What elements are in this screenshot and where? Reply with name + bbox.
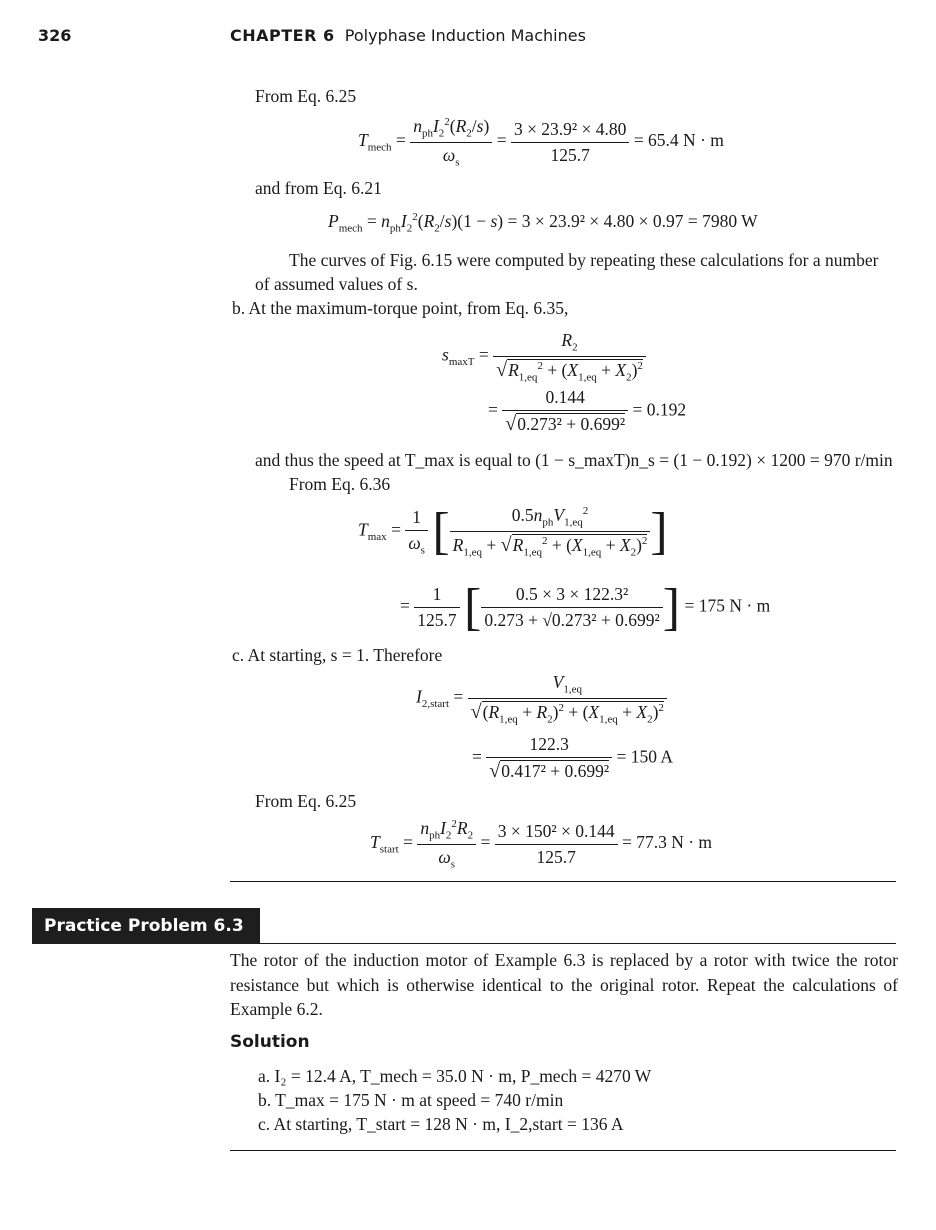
divider-top bbox=[230, 881, 896, 882]
answer-a: a. I₂ = 12.4 A, T_mech = 35.0 N · m, P_mech = 4270 W bbox=[258, 1066, 652, 1086]
chapter-title: Polyphase Induction Machines bbox=[344, 26, 586, 45]
practice-problem-title: Practice Problem 6.3 bbox=[32, 908, 260, 944]
equation-pmech: $P_{mech} = n_{ph}I_2^2(R_2/s)(1 - s) = 3 \times 23.9^2 \times 4.80 \times 0.97 = 7980$ W bbox=[328, 211, 758, 235]
smax-denominator: 0.273² + 0.699² bbox=[517, 414, 626, 434]
smax-result: = 0.192 bbox=[632, 399, 687, 420]
speed-line: and thus the speed at T_max is equal to (1 − s_maxT)n_s = (1 − 0.192) × 1200 = 970 r/min bbox=[255, 450, 893, 470]
istart-numerator: 122.3 bbox=[486, 734, 612, 758]
istart-denominator: 0.417² + 0.699² bbox=[501, 761, 610, 781]
text-and-from-eq-621: and from Eq. 6.21 bbox=[255, 178, 382, 198]
answer-c: c. At starting, T_start = 128 N · m, I_2,start = 136 A bbox=[258, 1114, 624, 1134]
tstart-numerator: 3 × 150² × 0.144 bbox=[495, 821, 618, 845]
equation-tmax-numeric: = $\frac{1}{125.7}$ [ $\frac{\text{0.5 × 3 × 122.3²}}{\text{0.273 + √0.273² + 0.699²}}$ ] = 175 N · m bbox=[400, 579, 771, 636]
practice-statement: The rotor of the induction motor of Example 6.3 is replaced by a rotor with twice the rotor resistance but which is otherwise identical to the original rotor. Repeat the calculations of Example 6.2. bbox=[230, 950, 898, 1019]
equation-tstart: $T_{start}$ = $\frac{n_{ph}I_2^2R_2}{\omega_s}$ = $\frac{\text{3 × 150² × 0.144}}{125.7}$ = 77.3 N · m bbox=[370, 818, 713, 870]
page-number: 326 bbox=[38, 26, 72, 45]
tmech-denominator: 125.7 bbox=[550, 144, 590, 165]
tmax-numerator: 0.5 × 3 × 122.3² bbox=[481, 584, 662, 608]
pmech-values: = 3 × 23.9² × 4.80 × 0.97 = 7980 W bbox=[507, 211, 758, 231]
part-b-label: b. At the maximum-torque point, from Eq. 6.35, bbox=[232, 298, 569, 318]
answer-b: b. T_max = 175 N · m at speed = 740 r/min bbox=[258, 1090, 564, 1110]
running-header bbox=[230, 26, 586, 45]
tmech-result: = 65.4 N · m bbox=[633, 130, 724, 151]
part-c-label: c. At starting, s = 1. Therefore bbox=[232, 645, 443, 665]
tmax-result: = 175 N · m bbox=[684, 595, 771, 616]
divider-bottom bbox=[230, 1150, 896, 1151]
equation-tmech: $T_{mech}$ = $\frac{n_{ph}I_2^2(R_2/s)}{\omega_s}$ = $\frac{\text{3 × 23.9² × 4.80}}{125.7}$ = 65.4 N · m bbox=[358, 116, 724, 168]
equation-tmax-symbolic: $T_{max}$ = $\frac{1}{\omega_s}$ [ $\frac{0.5n_{ph}V_{1,eq}^2}{R_{1,eq} + √R_{1,eq}^2 + (X_{1,eq} + X_2)^2}$ ] bbox=[358, 503, 668, 560]
equation-istart-numeric: = $\frac{122.3}{\text{√0.417² + 0.699²}}$ = 150 A bbox=[472, 734, 674, 782]
equation-istart-symbolic: $I_{2,start}$ = $\frac{V_{1,eq}}{√(R_{1,eq} + R_2)^2 + (X_{1,eq} + X_2)^2}$ bbox=[416, 672, 667, 725]
text-from-eq-625-b: From Eq. 6.25 bbox=[255, 791, 357, 811]
curves-paragraph: The curves of Fig. 6.15 were computed by repeating these calculations for a number of assumed values of s. bbox=[255, 250, 879, 294]
chapter-label: CHAPTER 6 bbox=[230, 26, 335, 45]
tmax-omega-value: 125.7 bbox=[417, 610, 457, 630]
tmax-denominator: 0.273 + √0.273² + 0.699² bbox=[484, 610, 660, 630]
istart-result: = 150 A bbox=[616, 746, 674, 767]
smax-numerator: 0.144 bbox=[502, 387, 628, 411]
tstart-result: = 77.3 N · m bbox=[621, 832, 713, 853]
tstart-denominator: 125.7 bbox=[536, 846, 576, 867]
tmech-numerator: 3 × 23.9² × 4.80 bbox=[511, 119, 630, 143]
text-from-eq-636: From Eq. 6.36 bbox=[289, 474, 391, 494]
equation-smax-symbolic: $s_{maxT}$ = $\frac{R_2}{√R_{1,eq}^2 + (X_{1,eq} + X_2)^2}$ bbox=[442, 330, 646, 383]
text-from-eq-625-a: From Eq. 6.25 bbox=[255, 86, 357, 106]
divider-practice bbox=[260, 943, 896, 944]
solution-heading: Solution bbox=[230, 1032, 310, 1052]
equation-smax-numeric: = $\frac{0.144}{\text{√0.273² + 0.699²}}$ = 0.192 bbox=[488, 387, 687, 435]
